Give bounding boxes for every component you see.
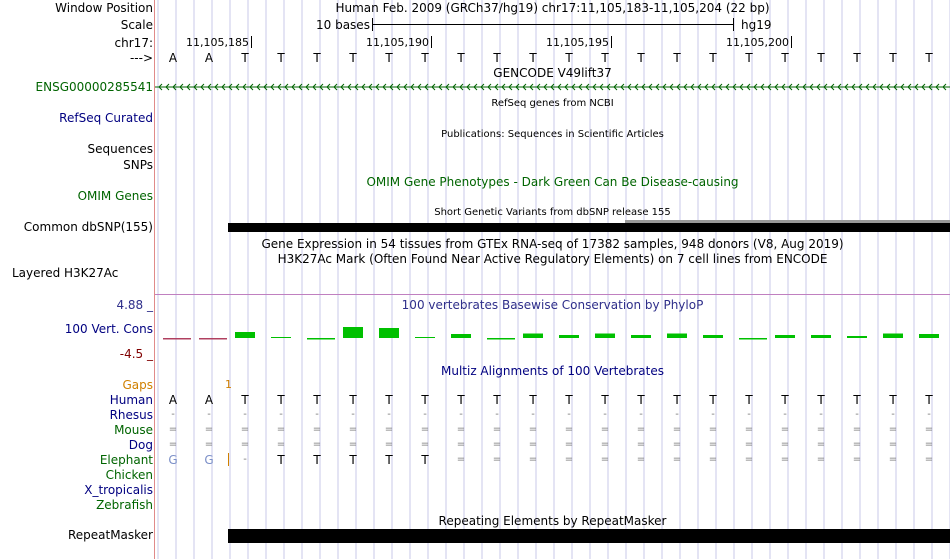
aligned-base: =	[600, 424, 610, 435]
phylop-bar	[631, 335, 651, 338]
aligned-base: T	[457, 393, 465, 407]
aligned-base: =	[600, 454, 610, 465]
base: T	[241, 51, 249, 65]
aligned-base: =	[744, 454, 754, 465]
dbsnp-variant-bar[interactable]	[228, 223, 950, 232]
aligned-base: =	[492, 439, 502, 450]
base: T	[349, 51, 357, 65]
aligned-base: =	[564, 424, 574, 435]
species-label[interactable]: X_tropicalis	[84, 483, 153, 497]
aligned-base: -	[207, 409, 211, 420]
aligned-base: =	[816, 424, 826, 435]
aligned-base: A	[168, 393, 178, 407]
aligned-base: =	[312, 439, 322, 450]
sequences-label[interactable]: Sequences	[87, 142, 153, 156]
aligned-base: =	[852, 454, 862, 465]
aligned-base: T	[421, 453, 429, 467]
phylop-bar	[883, 334, 903, 339]
aligned-base: T	[313, 393, 321, 407]
aligned-base: =	[744, 424, 754, 435]
aligned-base: =	[852, 439, 862, 450]
phylop-bar	[811, 335, 831, 338]
aligned-base: =	[348, 424, 358, 435]
scale-label: Scale	[120, 18, 153, 32]
phylop-bar	[775, 335, 795, 338]
aligned-base: T	[817, 393, 825, 407]
base: T	[889, 51, 897, 65]
aligned-base: T	[385, 453, 393, 467]
aligned-base: =	[816, 454, 826, 465]
aligned-base: =	[636, 454, 646, 465]
aligned-base: -	[567, 409, 571, 420]
gencode-track-title: GENCODE V49lift37	[493, 66, 612, 80]
aligned-base: =	[672, 439, 682, 450]
aligned-base: -	[819, 409, 823, 420]
aligned-base: T	[673, 393, 681, 407]
assembly-label: hg19	[741, 18, 772, 32]
aligned-base: =	[456, 439, 466, 450]
phylop-bar	[343, 327, 363, 338]
ruler-tick	[791, 36, 792, 48]
aligned-base: -	[423, 409, 427, 420]
ruler-tick	[251, 36, 252, 48]
chrom-label: chr17:	[114, 36, 153, 50]
base: T	[457, 51, 465, 65]
ruler-tick-label: 11,105,185	[186, 36, 249, 49]
phylop-bar	[307, 338, 335, 340]
multiz-track-title: Multiz Alignments of 100 Vertebrates	[440, 364, 665, 378]
aligned-base: T	[349, 453, 357, 467]
phylop-bar	[163, 338, 191, 340]
aligned-base: =	[348, 439, 358, 450]
aligned-base: =	[924, 424, 934, 435]
aligned-base: -	[243, 454, 247, 465]
gap-marker-line	[228, 453, 229, 466]
aligned-base: =	[564, 439, 574, 450]
species-label[interactable]: Zebrafish	[96, 498, 153, 512]
aligned-base: =	[456, 454, 466, 465]
aligned-base: T	[853, 393, 861, 407]
aligned-base: -	[171, 409, 175, 420]
cons-label[interactable]: 100 Vert. Cons	[64, 322, 153, 336]
aligned-base: =	[492, 424, 502, 435]
base: T	[745, 51, 753, 65]
aligned-base: =	[780, 424, 790, 435]
repeatmasker-track-title: Repeating Elements by RepeatMasker	[438, 514, 667, 528]
aligned-base: G	[204, 453, 214, 467]
scale-bar-right-cap	[733, 18, 734, 31]
snps-label[interactable]: SNPs	[123, 158, 153, 172]
base: T	[421, 51, 429, 65]
omim-label[interactable]: OMIM Genes	[77, 189, 153, 203]
layered-h3k27ac-label[interactable]: Layered H3K27Ac	[12, 266, 119, 280]
aligned-base: =	[456, 424, 466, 435]
phylop-bar	[415, 337, 435, 338]
aligned-base: =	[240, 424, 250, 435]
base: T	[277, 51, 285, 65]
aligned-base: =	[528, 439, 538, 450]
publications-track-title: Publications: Sequences in Scientific Articles	[441, 129, 664, 140]
species-label[interactable]: Elephant	[99, 453, 153, 467]
phylop-bar	[667, 334, 687, 339]
aligned-base: =	[384, 439, 394, 450]
aligned-base: T	[241, 393, 249, 407]
aligned-base: -	[495, 409, 499, 420]
phylop-bar	[703, 335, 723, 338]
repeatmasker-element-bar[interactable]	[228, 529, 950, 543]
aligned-base: -	[279, 409, 283, 420]
phylop-bar	[451, 334, 471, 338]
aligned-base: T	[529, 393, 537, 407]
aligned-base: -	[243, 409, 247, 420]
aligned-base: -	[927, 409, 931, 420]
base: A	[168, 51, 178, 65]
aligned-base: =	[672, 424, 682, 435]
species-label[interactable]: Dog	[128, 438, 153, 452]
phylop-bar	[739, 338, 767, 340]
aligned-base: =	[636, 439, 646, 450]
base: T	[673, 51, 681, 65]
aligned-base: =	[168, 439, 178, 450]
aligned-base: =	[528, 424, 538, 435]
aligned-base: -	[711, 409, 715, 420]
phylop-bar	[271, 337, 291, 338]
base: T	[565, 51, 573, 65]
aligned-base: =	[168, 424, 178, 435]
aligned-base: =	[924, 439, 934, 450]
base: T	[817, 51, 825, 65]
aligned-base: =	[888, 454, 898, 465]
aligned-base: =	[600, 439, 610, 450]
phylop-bar	[235, 332, 255, 338]
aligned-base: =	[564, 454, 574, 465]
refseq-track-title: RefSeq genes from NCBI	[491, 98, 614, 109]
dbsnp-variant-bar-gray[interactable]	[625, 220, 950, 223]
base: T	[709, 51, 717, 65]
aligned-base: T	[781, 393, 789, 407]
phylop-bar	[199, 338, 227, 340]
aligned-base: G	[168, 453, 178, 467]
phylop-bar	[595, 334, 615, 339]
phylop-top-border	[155, 294, 950, 295]
gencode-item-label[interactable]: ENSG00000285541	[35, 80, 153, 94]
species-label[interactable]: Human	[109, 393, 153, 407]
aligned-base: =	[240, 439, 250, 450]
dbsnp-track-title: Short Genetic Variants from dbSNP release 155	[434, 207, 671, 218]
aligned-base: -	[639, 409, 643, 420]
aligned-base: =	[204, 424, 214, 435]
aligned-base: T	[277, 453, 285, 467]
aligned-base: =	[852, 424, 862, 435]
aligned-base: T	[889, 393, 897, 407]
base: T	[385, 51, 393, 65]
window-position-label: Window Position	[55, 1, 153, 15]
gencode-transcript[interactable]	[155, 81, 950, 93]
repeatmasker-label[interactable]: RepeatMasker	[67, 528, 153, 542]
aligned-base: -	[603, 409, 607, 420]
phylop-track-title: 100 vertebrates Basewise Conservation by PhyloP	[401, 298, 704, 312]
ruler-tick-label: 11,105,195	[546, 36, 609, 49]
aligned-base: =	[528, 454, 538, 465]
base: T	[493, 51, 501, 65]
aligned-base: =	[204, 439, 214, 450]
aligned-base: T	[565, 393, 573, 407]
base: T	[853, 51, 861, 65]
aligned-base: -	[351, 409, 355, 420]
position-readout: Human Feb. 2009 (GRCh37/hg19) chr17:11,105,183-11,105,204 (22 bp)	[335, 1, 770, 15]
gap-count-marker: 1	[225, 378, 232, 391]
common-dbsnp-label[interactable]: Common dbSNP(155)	[23, 220, 153, 234]
aligned-base: =	[708, 439, 718, 450]
ruler-tick	[611, 36, 612, 48]
aligned-base: -	[531, 409, 535, 420]
aligned-base: =	[420, 424, 430, 435]
aligned-base: =	[384, 424, 394, 435]
aligned-base: =	[672, 454, 682, 465]
h3k27ac-track-title: H3K27Ac Mark (Often Found Near Active Regulatory Elements) on 7 cell lines from ENCODE	[277, 252, 828, 266]
aligned-base: =	[780, 439, 790, 450]
aligned-base: -	[459, 409, 463, 420]
gaps-label[interactable]: Gaps	[122, 378, 153, 392]
aligned-base: T	[601, 393, 609, 407]
phylop-plot[interactable]	[155, 310, 950, 360]
aligned-base: =	[924, 454, 934, 465]
aligned-base: =	[276, 424, 286, 435]
phylop-bar	[559, 335, 579, 338]
aligned-base: =	[816, 439, 826, 450]
aligned-base: =	[888, 424, 898, 435]
base: T	[601, 51, 609, 65]
species-label[interactable]: Mouse	[114, 423, 153, 437]
aligned-base: A	[204, 393, 214, 407]
strand-label: --->	[129, 51, 153, 65]
aligned-base: T	[277, 393, 285, 407]
aligned-base: T	[349, 393, 357, 407]
ruler-tick-label: 11,105,190	[366, 36, 429, 49]
phylop-bar	[847, 336, 867, 338]
aligned-base: =	[492, 454, 502, 465]
aligned-base: -	[747, 409, 751, 420]
cons-max-label: 4.88 _	[116, 298, 153, 312]
scale-bar	[372, 24, 734, 25]
base: T	[529, 51, 537, 65]
base: T	[637, 51, 645, 65]
aligned-base: T	[421, 393, 429, 407]
gtex-track-title: Gene Expression in 54 tissues from GTEx RNA-seq of 17382 samples, 948 donors (V8, Aug 2019)	[261, 237, 844, 251]
aligned-base: T	[709, 393, 717, 407]
aligned-base: -	[891, 409, 895, 420]
aligned-base: =	[888, 439, 898, 450]
aligned-base: T	[493, 393, 501, 407]
aligned-base: T	[925, 393, 933, 407]
phylop-bar	[379, 328, 399, 338]
ruler-tick	[431, 36, 432, 48]
aligned-base: T	[637, 393, 645, 407]
aligned-base: T	[745, 393, 753, 407]
aligned-base: =	[744, 439, 754, 450]
aligned-base: -	[675, 409, 679, 420]
aligned-base: =	[636, 424, 646, 435]
base: T	[781, 51, 789, 65]
phylop-bar	[487, 338, 515, 340]
species-label[interactable]: Chicken	[105, 468, 153, 482]
aligned-base: -	[387, 409, 391, 420]
aligned-base: -	[855, 409, 859, 420]
aligned-base: =	[708, 454, 718, 465]
base: T	[925, 51, 933, 65]
phylop-bar	[919, 334, 939, 338]
aligned-base: -	[783, 409, 787, 420]
ruler-tick-label: 11,105,200	[726, 36, 789, 49]
refseq-label[interactable]: RefSeq Curated	[59, 111, 153, 125]
scale-text: 10 bases	[316, 18, 370, 32]
base: T	[313, 51, 321, 65]
aligned-base: =	[780, 454, 790, 465]
omim-track-title: OMIM Gene Phenotypes - Dark Green Can Be Disease-causing	[366, 175, 739, 189]
species-label[interactable]: Rhesus	[109, 408, 153, 422]
aligned-base: =	[420, 439, 430, 450]
aligned-base: T	[313, 453, 321, 467]
aligned-base: =	[312, 424, 322, 435]
aligned-base: =	[276, 439, 286, 450]
scale-bar-left-cap	[372, 18, 373, 31]
cons-min-label: -4.5 _	[119, 347, 153, 361]
phylop-bar	[523, 334, 543, 339]
aligned-base: =	[708, 424, 718, 435]
base: A	[204, 51, 214, 65]
aligned-base: T	[385, 393, 393, 407]
aligned-base: -	[315, 409, 319, 420]
